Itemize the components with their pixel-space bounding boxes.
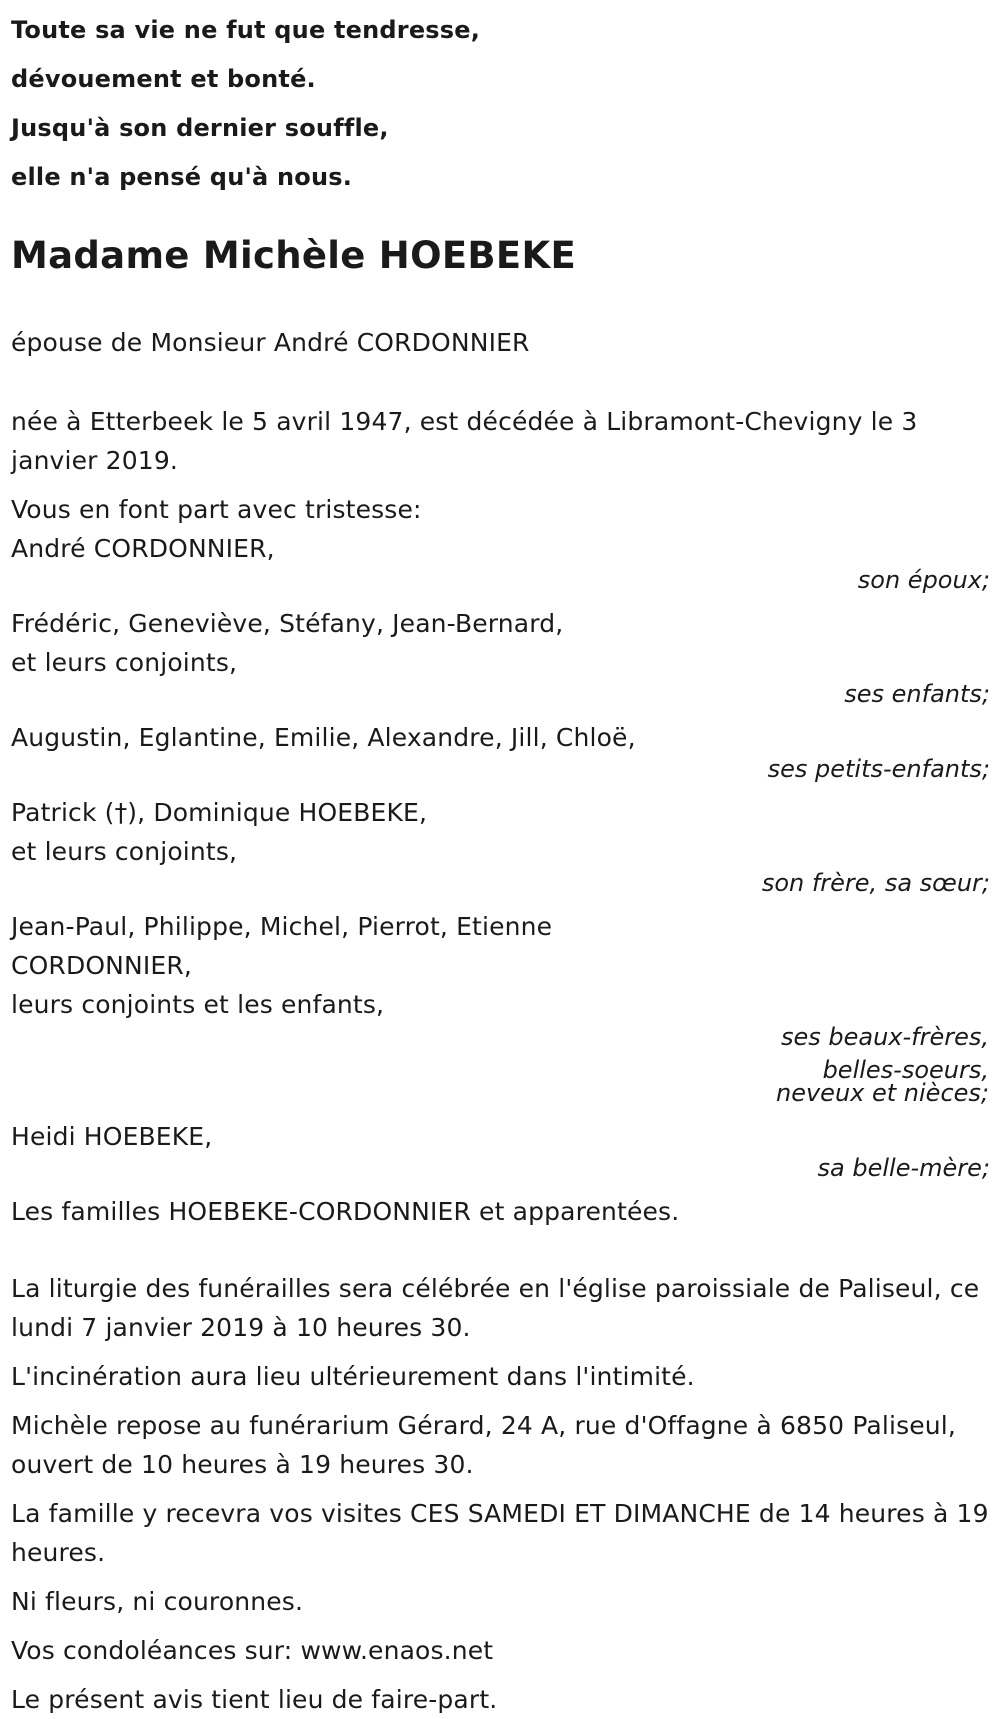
family-relation: sa belle-mère; xyxy=(817,1154,990,1182)
poem-line: Toute sa vie ne fut que tendresse, xyxy=(11,16,481,44)
family-group-siblings xyxy=(11,793,989,895)
extended-families: Les familles HOEBEKE-CORDONNIER et apparentées. xyxy=(11,1197,680,1226)
family-relation: ses enfants; xyxy=(844,680,990,708)
family-group-spouse xyxy=(11,529,989,592)
poem-line: elle n'a pensé qu'à nous. xyxy=(11,163,353,191)
family-relation: son frère, sa sœur; xyxy=(761,869,990,897)
family-names: leurs conjoints et les enfants, xyxy=(11,990,385,1019)
poem-line: Jusqu'à son dernier souffle, xyxy=(11,114,389,142)
flowers-note: Ni fleurs, ni couronnes. xyxy=(11,1587,304,1616)
poem-line: dévouement et bonté. xyxy=(11,65,316,93)
family-relation: neveux et nièces; xyxy=(776,1079,989,1107)
family-names: et leurs conjoints, xyxy=(11,837,238,866)
birth-death-line: née à Etterbeek le 5 avril 1947, est décédée à Libramont-Chevigny le 3 janvier 2019. xyxy=(11,407,918,475)
family-names: Heidi HOEBEKE, xyxy=(11,1122,213,1151)
condolences-line: Vos condoléances sur: www.enaos.net xyxy=(11,1636,494,1665)
family-names: Augustin, Eglantine, Emilie, Alexandre, Jill, Chloë, xyxy=(11,723,636,752)
visiting-hours: La famille y recevra vos visites CES SAMEDI ET DIMANCHE de 14 heures à 19 heures. xyxy=(11,1499,989,1567)
liturgy-details: La liturgie des funérailles sera célébrée en l'église paroissiale de Paliseul, ce lundi 7 janvier 2019 à 10 heures 30. xyxy=(11,1274,980,1342)
family-names: Patrick (†), Dominique HOEBEKE, xyxy=(11,798,428,827)
family-names: Jean-Paul, Philippe, Michel, Pierrot, Etienne xyxy=(11,912,553,941)
funerarium-details: Michèle repose au funérarium Gérard, 24 A, rue d'Offagne à 6850 Paliseul, ouvert de 10 heures à 19 heures 30. xyxy=(11,1411,956,1479)
family-names: Frédéric, Geneviève, Stéfany, Jean-Bernard, xyxy=(11,609,564,638)
family-group-children xyxy=(11,604,989,706)
family-group-grandchildren xyxy=(11,718,989,781)
family-group-stepmother xyxy=(11,1117,989,1180)
poem xyxy=(11,6,989,202)
deceased-name: Madame Michèle HOEBEKE xyxy=(11,234,577,277)
notice-line: Le présent avis tient lieu de faire-part. xyxy=(11,1685,498,1714)
obituary-notice xyxy=(11,0,989,1719)
family-names: André CORDONNIER, xyxy=(11,534,275,563)
family-names: et leurs conjoints, xyxy=(11,648,238,677)
family-relation: son époux; xyxy=(857,566,990,594)
family-names: CORDONNIER, xyxy=(11,951,192,980)
spouse-line: épouse de Monsieur André CORDONNIER xyxy=(11,328,530,357)
family-relation: ses beaux-frères, xyxy=(780,1023,989,1051)
family-relation: ses petits-enfants; xyxy=(767,755,990,783)
family-relation: belles-soeurs, xyxy=(822,1056,989,1084)
family-group-in-laws xyxy=(11,907,989,1105)
announcement-intro: Vous en font part avec tristesse: xyxy=(11,495,422,524)
cremation-details: L'incinération aura lieu ultérieurement dans l'intimité. xyxy=(11,1362,695,1391)
